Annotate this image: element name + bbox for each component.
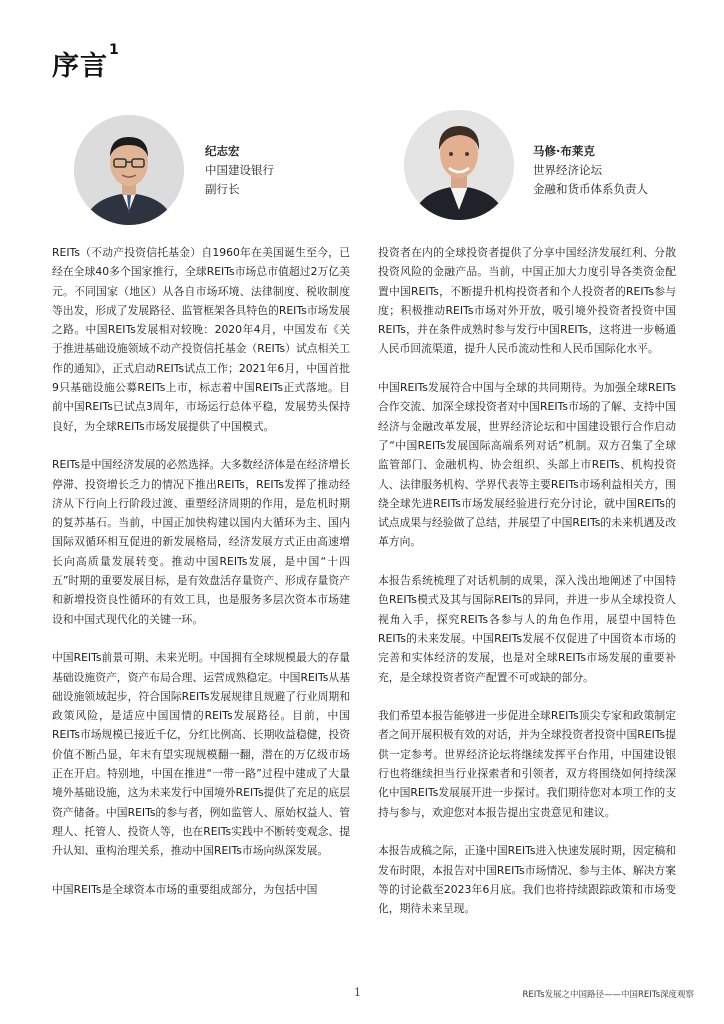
person-1-name: 纪志宏 [205,144,240,158]
paragraph: 本报告系统梳理了对话机制的成果，深入浅出地阐述了中国特色REITs模式及其与国际REITs的异同，并进一步从全球投资人视角入手，探究REITs各参与人的角色作用，展望中国特色REITs的未来发展。中国REITs发展不仅促进了中国资本市场的完善和实体经济的发展，也是对全球REITs市场发展的重要补充，是全球投资者资产配置不可或缺的部分。 [378,574,676,684]
title-text: 序言 [52,51,108,82]
paragraph: 本报告成稿之际，正逢中国REITs进入快速发展时期，因定稿和发布时限，本报告对中国REITs市场情况、参与主体、解决方案等的讨论截至2023年6月底。我们也将持续跟踪政策和市场变化，期待未来呈现。 [378,844,676,916]
person-2-info [533,142,648,199]
person-photo-icon [74,115,184,225]
person-1-role: 副行长 [205,182,240,196]
paragraph: REITs（不动产投资信托基金）自1960年在美国诞生至今，已经在全球40多个国家推行，全球REITs市场总市值超过2万亿美元。不同国家（地区）从各自市场环境、法律制度、税收制度等出发，形成了发展路径、监管框架各具特色的REITs市场发展之路。中国REITs发展相对较晚：2020年4月，中国发布《关于推进基础设施领域不动产投资信托基金（REITs）试点相关工作的通知》，正式启动REITs试点工作；2021年6月，中国首批9只基础设施公募REITs上市，标志着中国REITs正式落地。目前中国REITs已试点3周年，市场运行总体平稳，发展势头保持良好，为全球REITs市场发展提供了中国模式。 [52,246,350,433]
paragraph: 中国REITs发展符合中国与全球的共同期待。为加强全球REITs合作交流、加深全球投资者对中国REITs市场的了解、支持中国经济与金融改革发展，世界经济论坛和中国建设银行合作启动了“中国REITs发展国际高端系列对话”机制。双方召集了全球监管部门、金融机构、协会组织、头部上市REITs、机构投资人、法律服务机构、学界代表等主要REITs市场利益相关方，围绕全球先进REITs市场发展经验进行充分讨论，就中国REITs的试点成果与经验做了总结，并展望了中国REITs的未来机遇及改革方向。 [378,381,676,549]
footnote-mark: 1 [109,42,120,58]
paragraph: 中国REITs是全球资本市场的重要组成部分，为包括中国 [52,882,318,896]
footer-report-title: REITs发展之中国路径——中国REITs深度观察 [522,990,694,1000]
portrait-photo-2 [404,110,514,220]
paragraph: REITs是中国经济发展的必然选择。大多数经济体是在经济增长停滞、投资增长乏力的情况下推出REITs，REITs发挥了推动经济从下行向上行阶段过渡、重塑经济周期的作用，是危机时期的复苏基石。当前，中国正加快构建以国内大循环为主、国内国际双循环相互促进的新发展格局，经济发展方式正由高速增长向高质量发展转变。推动中国REITs发展，是中国“十四五”时期的重要发展目标，是有效盘活存量资产、形成存量资产和新增投资良性循环的有效工具，也是服务多层次资本市场建设和中国式现代化的关键一环。 [52,458,350,626]
paragraph: 中国REITs前景可期、未来光明。中国拥有全球规模最大的存量基础设施资产，资产布局合理、运营成熟稳定。中国REITs从基础设施领域起步，符合国际REITs发展规律且规避了行业周期和政策风险，是适应中国国情的REITs发展路径。目前，中国REITs市场规模已接近千亿，分红比例高、长期收益稳健，投资价值不断凸显，年末有望实现规模翻一翻，潜在的万亿级市场正在开启。特别地，中国在推进“一带一路”过程中建成了大量境外基础设施，这为未来发行中国境外REITs提供了充足的底层资产储备。中国REITs的参与者，例如监管人、原始权益人、管理人、托管人、投资人等，也在REITs实践中不断转变观念、提升认知、重构治理关系，推动中国REITs市场向纵深发展。 [52,651,350,858]
left-column [52,243,350,918]
page-number: 1 [354,986,361,999]
paragraph: 我们希望本报告能够进一步促进全球REITs顶尖专家和政策制定者之间开展积极有效的对话，并为全球投资者投资中国REITs提供一定参考。世界经济论坛将继续发挥平台作用，中国建设银行也将继续担当行业探索者和引领者，双方将围绕如何持续深化中国REITs发展展开进一步探讨。我们期待您对本项工作的支持与参与，欢迎您对本报告提出宝贵意见和建议。 [378,709,676,819]
person-2-role: 金融和货币体系负责人 [533,182,648,196]
person-1-info [205,142,274,199]
person-2-name: 马修·布莱克 [533,144,595,158]
page-title [52,44,120,83]
paragraph: 投资者在内的全球投资者提供了分享中国经济发展红利、分散投资风险的金融产品。当前，中国正加大力度引导各类资金配置中国REITs，不断提升机构投资者和个人投资者的REITs参与度；积极推动REITs市场对外开放，吸引境外投资者投资中国REITs，并在条件成熟时参与发行中国REITs，这将进一步畅通人民币回流渠道，提升人民币流动性和人民币国际化水平。 [378,246,676,356]
person-1-org: 中国建设银行 [205,163,274,177]
person-photo-icon [404,110,514,220]
person-2-org: 世界经济论坛 [533,163,602,177]
right-column [378,243,676,938]
portrait-photo-1 [74,115,184,225]
